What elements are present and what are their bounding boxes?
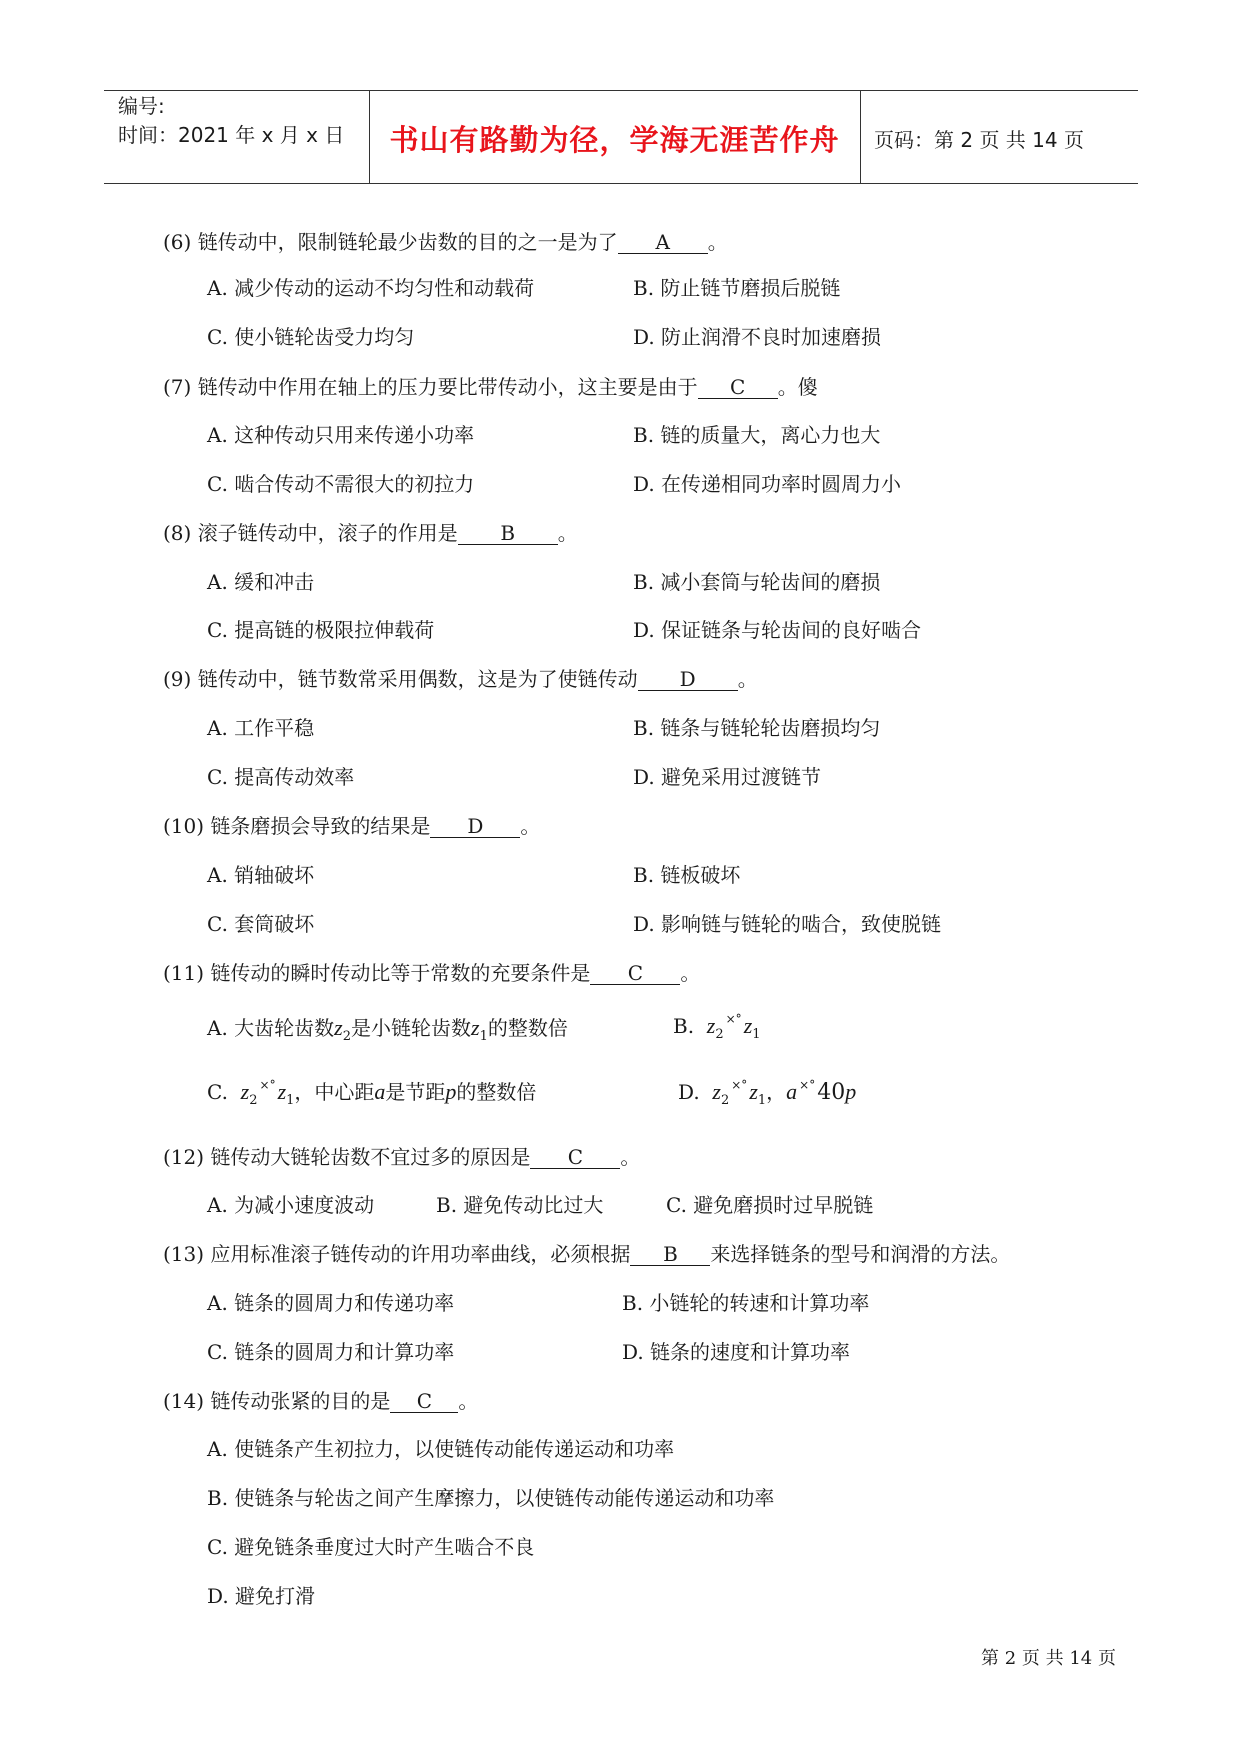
answer-blank: D: [638, 668, 738, 691]
option-d: D. 防止润滑不良时加速磨损: [633, 325, 882, 349]
option-d: D. 链条的速度和计算功率: [622, 1340, 851, 1364]
question-stem: (12) 链传动大链轮齿数不宜过多的原因是: [163, 1145, 531, 1169]
option-a: A. 销轴破坏: [207, 863, 315, 887]
answer-blank: C: [530, 1146, 620, 1169]
question-14: [163, 1385, 478, 1414]
option-c: C. 提高链的极限拉伸载荷: [207, 618, 435, 642]
header-motto: 书山有路勤为径，学海无涯苦作舟: [389, 123, 840, 157]
question-10: [163, 810, 540, 839]
option-b: B. 防止链节磨损后脱链: [633, 276, 841, 300]
question-stem: (11) 链传动的瞬时传动比等于常数的充要条件是: [163, 961, 591, 985]
question-stem: (9) 链传动中，链节数常采用偶数，这是为了使链传动: [163, 667, 638, 691]
number-label: 编号:: [118, 94, 165, 118]
answer-blank: D: [430, 815, 520, 838]
question-6: [163, 226, 728, 255]
option-d: D. 避免打滑: [207, 1584, 316, 1608]
header-top-rule: [104, 90, 1138, 91]
option-a: A. 为减小速度波动: [207, 1193, 375, 1217]
option-b: B. 小链轮的转速和计算功率: [622, 1291, 870, 1315]
question-end: 。: [557, 521, 578, 545]
question-7: [163, 371, 818, 400]
option-c: C. $z_2^{\times^\circ}z_1$，中心距a是节距p的整数倍: [207, 1078, 537, 1108]
option-b: B. $z_2^{\times^\circ}z_1$: [673, 1012, 761, 1042]
page-footer: 第 2 页 共 14 页: [981, 1648, 1116, 1669]
answer-blank: C: [698, 376, 778, 399]
question-end: 。: [707, 230, 728, 254]
option-d: D. 在传递相同功率时圆周力小: [633, 472, 902, 496]
answer-blank: B: [458, 522, 558, 545]
question-12: [163, 1141, 640, 1170]
approx-symbol: ×°: [799, 1078, 816, 1092]
question-stem: (7) 链传动中作用在轴上的压力要比带传动小，这主要是由于: [163, 375, 698, 399]
option-d: D. 保证链条与轮齿间的良好啮合: [633, 618, 922, 642]
question-end: 来选择链条的型号和润滑的方法。: [710, 1242, 1011, 1266]
header-divider-2: [860, 90, 861, 183]
option-a: A. 大齿轮齿数$z_2$是小链轮齿数$z_1$的整数倍: [207, 1015, 568, 1044]
option-a: A. 这种传动只用来传递小功率: [207, 423, 475, 447]
option-a: A. 使链条产生初拉力，以使链传动能传递运动和功率: [207, 1437, 675, 1461]
question-stem: (8) 滚子链传动中，滚子的作用是: [163, 521, 458, 545]
answer-blank: A: [618, 231, 708, 254]
question-end: 。: [520, 814, 541, 838]
option-c: C. 链条的圆周力和计算功率: [207, 1340, 455, 1364]
option-b: B. 避免传动比过大: [436, 1193, 604, 1217]
question-13: [163, 1238, 1010, 1267]
question-end: 。: [680, 961, 701, 985]
question-stem: (13) 应用标准滚子链传动的许用功率曲线，必须根据: [163, 1242, 631, 1266]
option-b: B. 链板破坏: [633, 863, 741, 887]
option-b: B. 链的质量大，离心力也大: [633, 423, 881, 447]
time-label: 时间：2021 年 x 月 x 日: [118, 123, 345, 147]
question-8: [163, 517, 578, 546]
answer-blank: B: [630, 1243, 710, 1266]
option-a: A. 缓和冲击: [207, 570, 315, 594]
approx-symbol: ×°: [725, 1012, 742, 1026]
answer-blank: C: [390, 1390, 458, 1413]
question-end: 。: [620, 1145, 641, 1169]
question-9: [163, 663, 758, 692]
option-c: C. 避免链条垂度过大时产生啮合不良: [207, 1535, 535, 1559]
option-d: D. $z_2^{\times^\circ}z_1$，a ×°40p: [678, 1078, 857, 1108]
option-c: C. 避免磨损时过早脱链: [666, 1193, 874, 1217]
option-d: D. 影响链与链轮的啮合，致使脱链: [633, 912, 942, 936]
option-d: D. 避免采用过渡链节: [633, 765, 822, 789]
header-bottom-rule: [104, 183, 1138, 184]
option-b: B. 减小套筒与轮齿间的磨损: [633, 570, 881, 594]
option-c: C. 提高传动效率: [207, 765, 355, 789]
option-b: B. 使链条与轮齿之间产生摩擦力，以使链传动能传递运动和功率: [207, 1486, 775, 1510]
option-a: A. 工作平稳: [207, 716, 315, 740]
question-stem: (14) 链传动张紧的目的是: [163, 1389, 391, 1413]
option-c: C. 啮合传动不需很大的初拉力: [207, 472, 475, 496]
header-page-code: 页码：第 2 页 共 14 页: [874, 128, 1084, 152]
option-b: B. 链条与链轮轮齿磨损均匀: [633, 716, 881, 740]
question-end: 。: [458, 1389, 479, 1413]
question-stem: (6) 链传动中，限制链轮最少齿数的目的之一是为了: [163, 230, 618, 254]
answer-blank: C: [590, 962, 680, 985]
question-end: 。傻: [777, 375, 818, 399]
question-11: [163, 957, 700, 986]
option-c: C. 套筒破坏: [207, 912, 315, 936]
approx-symbol: ×°: [731, 1078, 748, 1092]
question-end: 。: [737, 667, 758, 691]
question-stem: (10) 链条磨损会导致的结果是: [163, 814, 431, 838]
option-c: C. 使小链轮齿受力均匀: [207, 325, 415, 349]
approx-symbol: ×°: [259, 1078, 276, 1092]
option-a: A. 链条的圆周力和传递功率: [207, 1291, 455, 1315]
header-meta: [118, 92, 344, 150]
option-a: A. 减少传动的运动不均匀性和动载荷: [207, 276, 535, 300]
